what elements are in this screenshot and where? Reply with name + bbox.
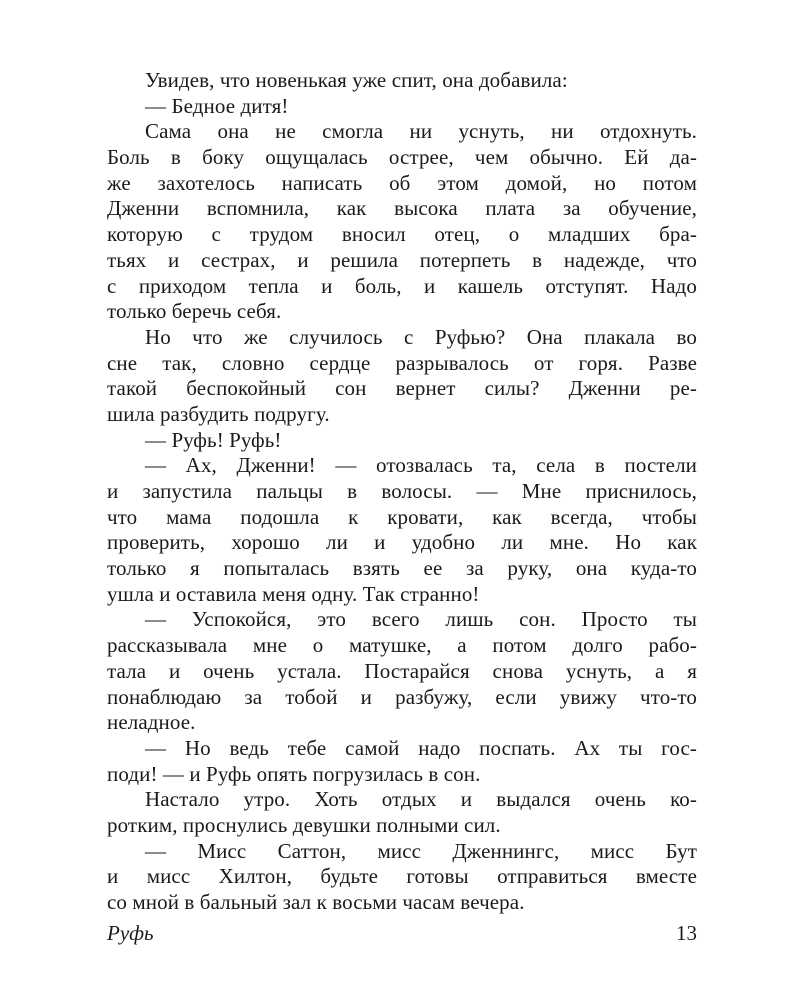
text-line: тьях и сестрах, и решила потерпеть в надежде, что — [107, 247, 697, 272]
text-line: и мисс Хилтон, будьте готовы отправиться вместе — [107, 864, 697, 889]
text-line: что мама подошла к кровати, как всегда, чтобы — [107, 504, 697, 529]
text-line: ушла и оставила меня одну. Так странно! — [107, 581, 480, 606]
text-line: неладное. — [107, 710, 196, 735]
text-line: сне так, словно сердце разрывалось от горя. Разве — [107, 350, 697, 375]
text-line: — Руфь! Руфь! — [145, 427, 282, 452]
text-line: только я попыталась взять ее за руку, она куда-то — [107, 556, 697, 581]
text-line: Боль в боку ощущалась острее, чем обычно. Ей да- — [107, 145, 697, 170]
body-text — [107, 68, 697, 916]
text-line: — Бедное дитя! — [145, 93, 289, 118]
running-footer-title: Руфь — [107, 921, 154, 945]
text-line: понаблюдаю за тобой и разбужу, если увижу что-то — [107, 684, 697, 709]
text-line: Увидев, что новенькая уже спит, она добавила: — [145, 68, 568, 92]
text-line: Дженни вспомнила, как высока плата за обучение, — [107, 196, 697, 221]
text-line: такой беспокойный сон вернет силы? Дженни ре- — [107, 376, 697, 401]
text-line: — Ах, Дженни! — отозвалась та, села в постели — [145, 453, 697, 478]
text-line: — Но ведь тебе самой надо поспать. Ах ты гос- — [145, 735, 697, 760]
text-line: тала и очень устала. Постарайся снова уснуть, а я — [107, 658, 697, 683]
text-line: рассказывала мне о матушке, а потом долго рабо- — [107, 633, 697, 658]
text-line: Настало утро. Хоть отдых и выдался очень ко- — [145, 787, 697, 812]
page-number: 13 — [676, 921, 697, 945]
text-line: шила разбудить подругу. — [107, 401, 330, 426]
text-line: со мной в бальный зал к восьми часам вечера. — [107, 890, 525, 914]
text-line: которую с трудом вносил отец, о младших бра- — [107, 222, 697, 247]
text-line: только беречь себя. — [107, 299, 282, 324]
text-line: — Мисс Саттон, мисс Дженнингс, мисс Бут — [145, 838, 697, 863]
text-line: поди! — и Руфь опять погрузилась в сон. — [107, 761, 481, 786]
text-line: Но что же случилось с Руфью? Она плакала во — [145, 324, 697, 349]
text-line: Сама она не смогла ни уснуть, ни отдохнуть. — [145, 119, 697, 144]
text-line: же захотелось написать об этом домой, но потом — [107, 170, 697, 195]
text-line: с приходом тепла и боль, и кашель отступят. Надо — [107, 273, 697, 298]
text-line: проверить, хорошо ли и удобно ли мне. Но как — [107, 530, 697, 555]
text-line: и запустила пальцы в волосы. — Мне приснилось, — [107, 479, 697, 503]
text-line: ротким, проснулись девушки полными сил. — [107, 812, 501, 837]
text-line: — Успокойся, это всего лишь сон. Просто ты — [145, 607, 697, 632]
